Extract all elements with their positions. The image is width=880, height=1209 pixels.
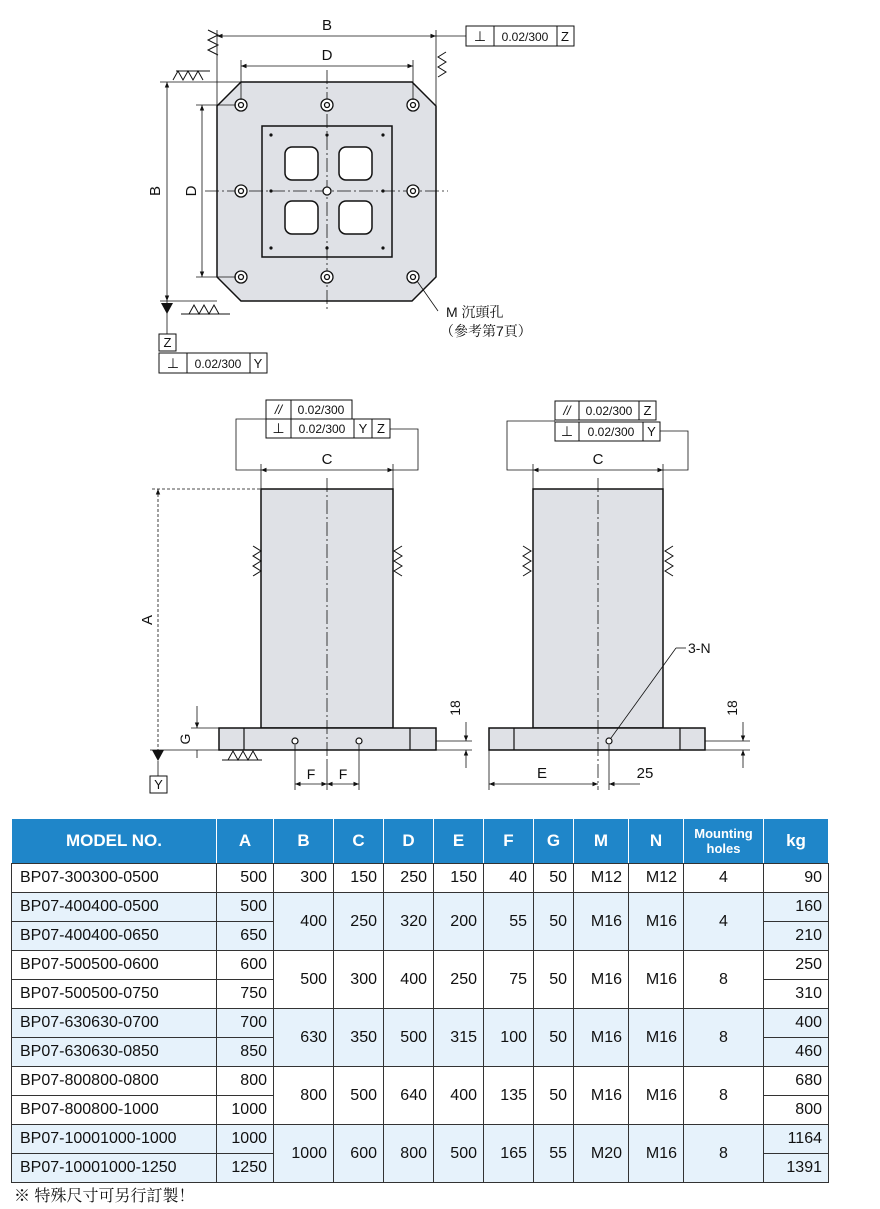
d-cell: 250: [384, 864, 434, 893]
tolerance-frame-top: [436, 26, 574, 46]
holes-cell: 8: [684, 1125, 764, 1183]
tolerance-frame-left: [159, 353, 267, 373]
table-header-row: [12, 819, 829, 864]
a-cell: 800: [217, 1067, 274, 1096]
hole-reference: （參考第7頁）: [440, 323, 532, 339]
g-cell: 50: [534, 1067, 574, 1125]
m-cell: M20: [574, 1125, 629, 1183]
kg-cell: 1391: [764, 1154, 829, 1183]
b-cell: 300: [274, 864, 334, 893]
f-cell: 75: [484, 951, 534, 1009]
col-d: D: [384, 819, 434, 864]
table-row: [12, 893, 829, 922]
model-cell: BP07-800800-0800: [12, 1067, 217, 1096]
tolerance-frame-side: [555, 401, 660, 441]
dim-b-left: B: [147, 185, 164, 197]
pocket: [339, 147, 372, 180]
kg-cell: 160: [764, 893, 829, 922]
n-cell: M16: [629, 1067, 684, 1125]
dim-f-right: F: [338, 766, 348, 782]
n-cell: M16: [629, 1125, 684, 1183]
front-view: [139, 400, 472, 793]
dim-25: 25: [636, 765, 654, 782]
f-cell: 165: [484, 1125, 534, 1183]
table-row: [12, 864, 829, 893]
kg-cell: 90: [764, 864, 829, 893]
col-b: B: [274, 819, 334, 864]
kg-cell: 400: [764, 1009, 829, 1038]
kg-cell: 800: [764, 1096, 829, 1125]
col-model: MODEL NO.: [12, 819, 217, 864]
dim-18-front: 18: [447, 700, 463, 716]
table-row: [12, 1009, 829, 1038]
col-mounting-holes: Mounting holes: [684, 819, 764, 864]
c-cell: 250: [334, 893, 384, 951]
kg-cell: 680: [764, 1067, 829, 1096]
model-cell: BP07-800800-1000: [12, 1096, 217, 1125]
svg-text:0.02/300: 0.02/300: [587, 425, 635, 439]
n-cell: M16: [629, 1009, 684, 1067]
g-cell: 55: [534, 1125, 574, 1183]
table-row: [12, 1067, 829, 1096]
b-cell: 1000: [274, 1125, 334, 1183]
dim-a: A: [139, 614, 156, 626]
svg-text://: //: [274, 402, 283, 417]
m-cell: M16: [574, 951, 629, 1009]
a-cell: 1000: [217, 1096, 274, 1125]
e-cell: 150: [434, 864, 484, 893]
d-cell: 400: [384, 951, 434, 1009]
f-cell: 100: [484, 1009, 534, 1067]
model-cell: BP07-10001000-1000: [12, 1125, 217, 1154]
b-cell: 800: [274, 1067, 334, 1125]
a-cell: 600: [217, 951, 274, 980]
dim-d-left: D: [183, 185, 200, 197]
c-cell: 300: [334, 951, 384, 1009]
side-view: [489, 401, 750, 790]
dim-g: G: [177, 733, 193, 745]
pocket: [339, 201, 372, 234]
svg-text:Y: Y: [253, 356, 263, 371]
g-cell: 50: [534, 1009, 574, 1067]
model-cell: BP07-400400-0650: [12, 922, 217, 951]
col-e: E: [434, 819, 484, 864]
d-cell: 800: [384, 1125, 434, 1183]
col-c: C: [334, 819, 384, 864]
dim-b-top: B: [321, 17, 333, 34]
m-cell: M12: [574, 864, 629, 893]
dim-f-left: F: [306, 766, 316, 782]
col-kg: kg: [764, 819, 829, 864]
svg-text:Z: Z: [643, 403, 652, 418]
n-cell: M16: [629, 893, 684, 951]
pocket: [285, 147, 318, 180]
holes-cell: 4: [684, 893, 764, 951]
kg-cell: 1164: [764, 1125, 829, 1154]
col-f: F: [484, 819, 534, 864]
m-cell: M16: [574, 1067, 629, 1125]
front-base: [219, 728, 436, 750]
model-cell: BP07-630630-0700: [12, 1009, 217, 1038]
d-cell: 500: [384, 1009, 434, 1067]
g-cell: 50: [534, 893, 574, 951]
g-cell: 50: [534, 951, 574, 1009]
col-a: A: [217, 819, 274, 864]
kg-cell: 250: [764, 951, 829, 980]
svg-text:Z: Z: [377, 421, 385, 436]
dim-c-side: C: [592, 451, 604, 468]
table-row: [12, 1125, 829, 1154]
model-cell: BP07-500500-0600: [12, 951, 217, 980]
e-cell: 500: [434, 1125, 484, 1183]
pocket: [285, 201, 318, 234]
model-cell: BP07-300300-0500: [12, 864, 217, 893]
tolerance-frame-front: [266, 400, 390, 438]
svg-text:Y: Y: [647, 424, 656, 439]
svg-text:⊥: ⊥: [473, 28, 487, 44]
d-cell: 640: [384, 1067, 434, 1125]
svg-text:⊥: ⊥: [560, 423, 574, 439]
m-cell: M16: [574, 1009, 629, 1067]
svg-text:0.02/300: 0.02/300: [297, 403, 345, 417]
holes-cell: 8: [684, 1067, 764, 1125]
svg-text://: //: [563, 403, 571, 418]
dim-d-top: D: [321, 47, 333, 64]
e-cell: 315: [434, 1009, 484, 1067]
a-cell: 750: [217, 980, 274, 1009]
svg-text:Z: Z: [163, 335, 172, 350]
hole-label: M 沉頭孔: [446, 304, 504, 320]
svg-text:0.02/300: 0.02/300: [501, 30, 549, 44]
model-cell: BP07-400400-0500: [12, 893, 217, 922]
f-cell: 135: [484, 1067, 534, 1125]
n-cell: M12: [629, 864, 684, 893]
hole-callout-3n: 3-N: [688, 640, 711, 656]
svg-text:0.02/300: 0.02/300: [298, 422, 346, 436]
model-cell: BP07-630630-0850: [12, 1038, 217, 1067]
a-cell: 850: [217, 1038, 274, 1067]
n-cell: M16: [629, 951, 684, 1009]
model-cell: BP07-500500-0750: [12, 980, 217, 1009]
holes-cell: 8: [684, 1009, 764, 1067]
svg-text:Z: Z: [561, 29, 569, 44]
svg-text:⊥: ⊥: [166, 355, 180, 371]
table-body: [12, 864, 829, 1183]
side-base: [489, 728, 705, 750]
svg-text:0.02/300: 0.02/300: [194, 357, 242, 371]
a-cell: 1250: [217, 1154, 274, 1183]
kg-cell: 210: [764, 922, 829, 951]
dim-c-front: C: [321, 451, 333, 468]
col-n: N: [629, 819, 684, 864]
m-cell: M16: [574, 893, 629, 951]
svg-text:0.02/300: 0.02/300: [585, 404, 633, 418]
e-cell: 400: [434, 1067, 484, 1125]
col-m: M: [574, 819, 629, 864]
spec-table: [11, 818, 829, 1183]
c-cell: 500: [334, 1067, 384, 1125]
top-view: [147, 17, 574, 373]
c-cell: 600: [334, 1125, 384, 1183]
e-cell: 200: [434, 893, 484, 951]
a-cell: 650: [217, 922, 274, 951]
holes-cell: 8: [684, 951, 764, 1009]
b-cell: 630: [274, 1009, 334, 1067]
c-cell: 350: [334, 1009, 384, 1067]
holes-cell: 4: [684, 864, 764, 893]
g-cell: 50: [534, 864, 574, 893]
b-cell: 400: [274, 893, 334, 951]
table-row: [12, 951, 829, 980]
datum-z-box: [159, 334, 176, 351]
svg-text:Y: Y: [154, 777, 163, 792]
model-cell: BP07-10001000-1250: [12, 1154, 217, 1183]
svg-text:⊥: ⊥: [272, 420, 285, 436]
a-cell: 500: [217, 893, 274, 922]
a-cell: 1000: [217, 1125, 274, 1154]
f-cell: 40: [484, 864, 534, 893]
kg-cell: 460: [764, 1038, 829, 1067]
b-cell: 500: [274, 951, 334, 1009]
kg-cell: 310: [764, 980, 829, 1009]
a-cell: 700: [217, 1009, 274, 1038]
d-cell: 320: [384, 893, 434, 951]
a-cell: 500: [217, 864, 274, 893]
f-cell: 55: [484, 893, 534, 951]
dim-e: E: [536, 765, 548, 782]
e-cell: 250: [434, 951, 484, 1009]
c-cell: 150: [334, 864, 384, 893]
col-g: G: [534, 819, 574, 864]
svg-text:Y: Y: [358, 421, 368, 436]
custom-size-note: ※ 特殊尺寸可另行訂製！: [14, 1188, 195, 1205]
dim-18-side: 18: [724, 700, 740, 716]
